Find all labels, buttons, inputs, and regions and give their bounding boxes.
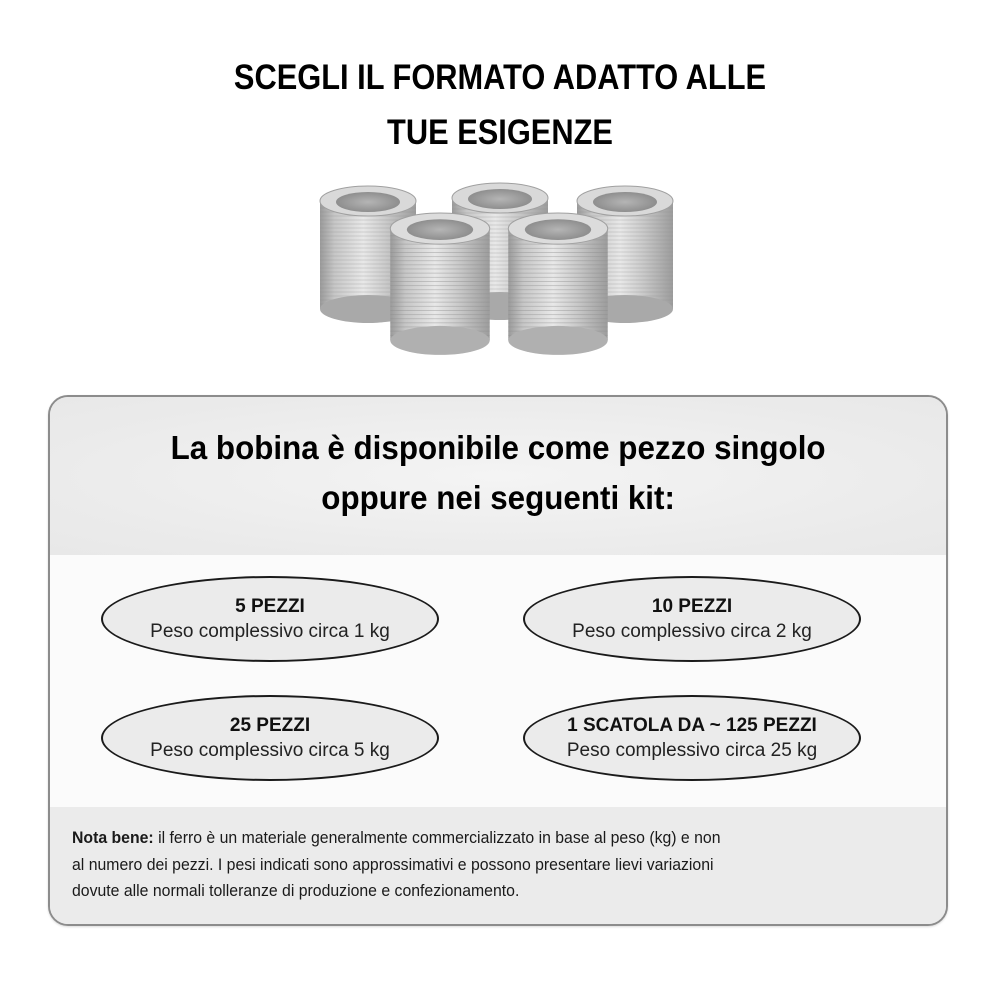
note-line-2: al numero dei pezzi. I pesi indicati sono approssimativi e possono presentare lievi variazioni [72,854,714,874]
page-title [60,50,940,160]
panel-header [50,397,946,555]
panel-heading-line-1: La bobina è disponibile come pezzo singolo [170,429,826,466]
kit-title: 1 SCATOLA DA ~ 125 PEZZI [567,715,817,736]
note-line-1-text: il ferro è un materiale generalmente commercializzato in base al peso (kg) e non [153,828,721,847]
kit-option-25-pieces[interactable] [101,695,439,781]
note-text [72,825,872,905]
kit-option-10-pieces[interactable] [523,576,861,662]
kit-option-box-125-pieces[interactable] [523,695,861,781]
page-title-line-2: TUE ESIGENZE [387,113,613,152]
wire-coil-bundle-image [300,170,700,370]
kit-options-panel [48,395,948,926]
note-line-1 [72,825,872,852]
kit-title: 5 PEZZI [235,596,305,617]
note-label: Nota bene: [72,828,154,847]
note-section [50,807,946,926]
kit-weight: Peso complessivo circa 25 kg [566,740,818,761]
kit-weight: Peso complessivo circa 1 kg [150,621,390,642]
note-line-3: dovute alle normali tolleranze di produzione e confezionamento. [72,881,520,900]
coil-icon [388,212,492,357]
kit-weight: Peso complessivo circa 2 kg [572,621,812,642]
kit-title: 25 PEZZI [229,715,311,736]
kit-options-grid [50,555,946,807]
kit-weight: Peso complessivo circa 5 kg [150,740,390,761]
kit-option-5-pieces[interactable] [101,576,439,662]
coil-icon [505,212,611,357]
kit-title: 10 PEZZI [651,596,733,617]
page-title-line-1: SCEGLI IL FORMATO ADATTO ALLE [233,58,767,97]
panel-heading [73,423,924,523]
panel-heading-line-2: oppure nei seguenti kit: [321,479,675,516]
